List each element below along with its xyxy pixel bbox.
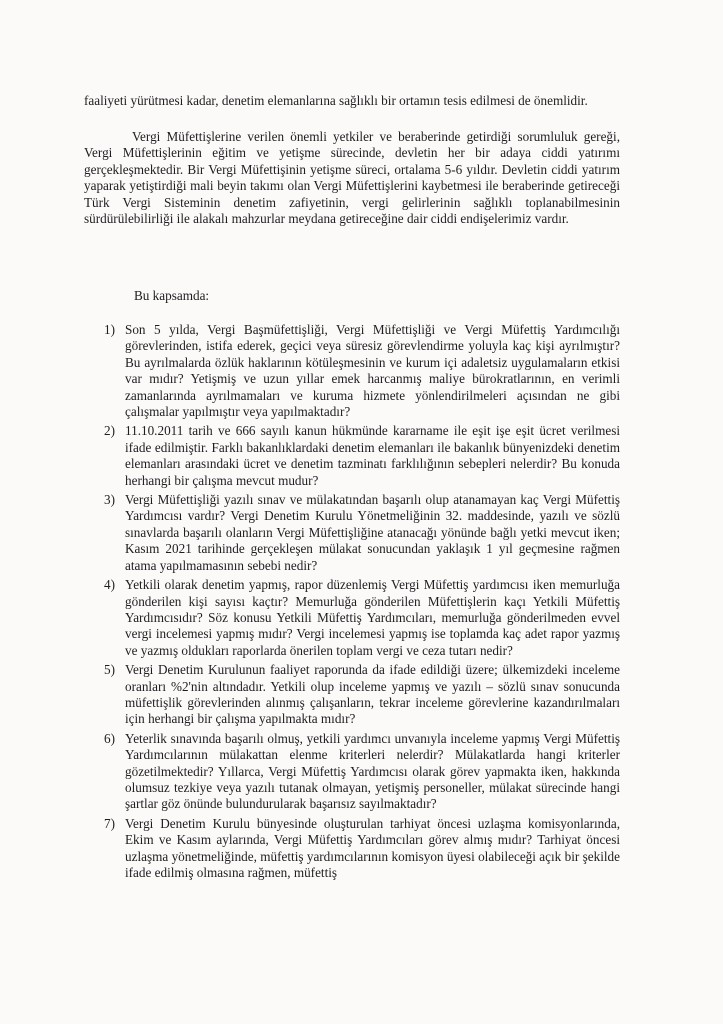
question-number: 6): [104, 730, 115, 746]
question-item: [104, 423, 620, 489]
question-text: Vergi Müfettişliği yazılı sınav ve mülakatından başarılı olup atanamayan kaç Vergi Müfettiş Yardımcısı vardır? Vergi Denetim Kurulu Yönetmeliğinin 32. maddesinde, yazılı ve sözlü sınavlarda başarılı olanların Vergi Müfettişliğine atanacağı yönünde bağlı yetki mevcut iken; Kasım 2021 tarihinde gerçekleşen mülakat sonucundan yaklaşık 1 yıl geçmesine rağmen atama yapılmamasının sebebi nedir?: [125, 492, 620, 573]
question-item: [104, 322, 620, 420]
intro-line: Bu kapsamda:: [134, 288, 210, 303]
question-number: 5): [104, 662, 115, 678]
question-list: [104, 322, 620, 884]
question-number: 1): [104, 322, 115, 337]
question-text: Yetkili olarak denetim yapmış, rapor düzenlemiş Vergi Müfettiş yardımcısı iken memurluğa gönderilen kişi sayısı kaçtır? Memurluğa gönderilen Müfettişlerin kaçı Yetkili Müfettiş Yardımcısıdır? Söz konusu Yetkili Müfettiş Yardımcıları, memurluğa gönderilmeden evvel vergi incelemesi yapmış mıdır? Vergi incelemesi yapmış ise toplamda kaç adet rapor yazmış ve yazmış oldukları raporlarda önerilen toplam vergi ve ceza tutarı nedir?: [125, 577, 620, 658]
question-text: Son 5 yılda, Vergi Başmüfettişliği, Vergi Müfettişliği ve Vergi Müfettiş Yardımcılığı görevlerinden, istifa ederek, geçici veya süresiz görevlendirme yoluyla kaç kişi ayrılmıştır? Bu ayrılmalarda özlük haklarının kötüleşmesinin ve kurum içi adaletsiz uygulamaların etkisi var mıdır? Yetişmiş ve uzun yıllar emek harcanmış maliye bürokratlarının, en verimli zamanlarında ayrılmamaları ve kuruma hizmete yönlendirilmeleri açısından ne gibi çalışmalar yapılmıştır veya yapılmaktadır?: [125, 322, 620, 420]
question-number: 3): [104, 492, 115, 508]
question-number: 2): [104, 423, 115, 439]
question-item: [104, 662, 620, 728]
question-item: [104, 577, 620, 659]
question-item: [104, 731, 620, 813]
question-item: [104, 492, 620, 574]
question-text: 11.10.2011 tarih ve 666 sayılı kanun hükmünde kararname ile eşit işe eşit ücret verilmesi ifade edilmiştir. Farklı bakanlıklardaki denetim elemanları ile bakanlık bünyenizdeki denetim elemanları arasındaki ücret ve denetim tazminatı farklılığının sebepleri nelerdir? Bu konuda herhangi bir çalışma mevcut mudur?: [125, 423, 620, 488]
question-item: [104, 816, 620, 882]
paragraph-continuation: faaliyeti yürütmesi kadar, denetim elemanlarına sağlıklı bir ortamın tesis edilmesi de önemlidir.: [84, 93, 588, 108]
question-text: Vergi Denetim Kurulunun faaliyet raporunda da ifade edildiği üzere; ülkemizdeki inceleme oranları %2'nin altındadır. Yetkili olup inceleme yapmış ve yazılı – sözlü sınav sonucunda müfettişlik görevlerinden alınmış çalışanların, tekrar inceleme görevlerine kazandırılmaları için herhangi bir çalışma yapılmakta mıdır?: [125, 662, 620, 727]
question-number: 4): [104, 577, 115, 593]
question-number: 7): [104, 815, 115, 831]
paragraph-investment: Vergi Müfettişlerine verilen önemli yetkiler ve beraberinde getirdiği sorumluluk gereği, Vergi Müfettişlerinin eğitim ve yetişme sürecinde, devletin her bir adaya ciddi yatırımı gerçekleşmektedir. Bir Vergi Müfettişinin yetişme süreci, ortalama 5-6 yıldır. Devletin ciddi yatırım yaparak yetiştirdiği mali beyin takımı olan Vergi Müfettişlerini kaybetmesi ile beraberinde getireceği Türk Vergi Sisteminin denetim zafiyetinin, vergi gelirlerinin sağlıklı toplanabilmesinin sürdürülebilirliği ile alakalı mahzurlar meydana getireceğine dair ciddi endişelerimiz vardır.: [84, 129, 620, 227]
question-text: Vergi Denetim Kurulu bünyesinde oluşturulan tarhiyat öncesi uzlaşma komisyonlarında, Ekim ve Kasım aylarında, Vergi Müfettiş Yardımcıları görev almış mıdır? Tarhiyat öncesi uzlaşma yönetmeliğinde, müfettiş yardımcılarının komisyon üyesi olabileceği açık bir şekilde ifade edilmiş olmasına rağmen, müfettiş: [125, 815, 620, 880]
question-text: Yeterlik sınavında başarılı olmuş, yetkili yardımcı unvanıyla inceleme yapmış Vergi Müfettiş Yardımcılarının mülakattan elenme kriterleri nelerdir? Mülakatlarda hangi kriterler gözetilmektedir? Yıllarca, Vergi Müfettiş Yardımcısı olarak görev yapmakta iken, hakkında olumsuz tezkiye veya yazılı tutanak olmayan, yetişmiş personeller, mülakat sürecinde hangi şartlar göz önünde bulundurularak başarısız sayılmaktadır?: [125, 730, 620, 812]
